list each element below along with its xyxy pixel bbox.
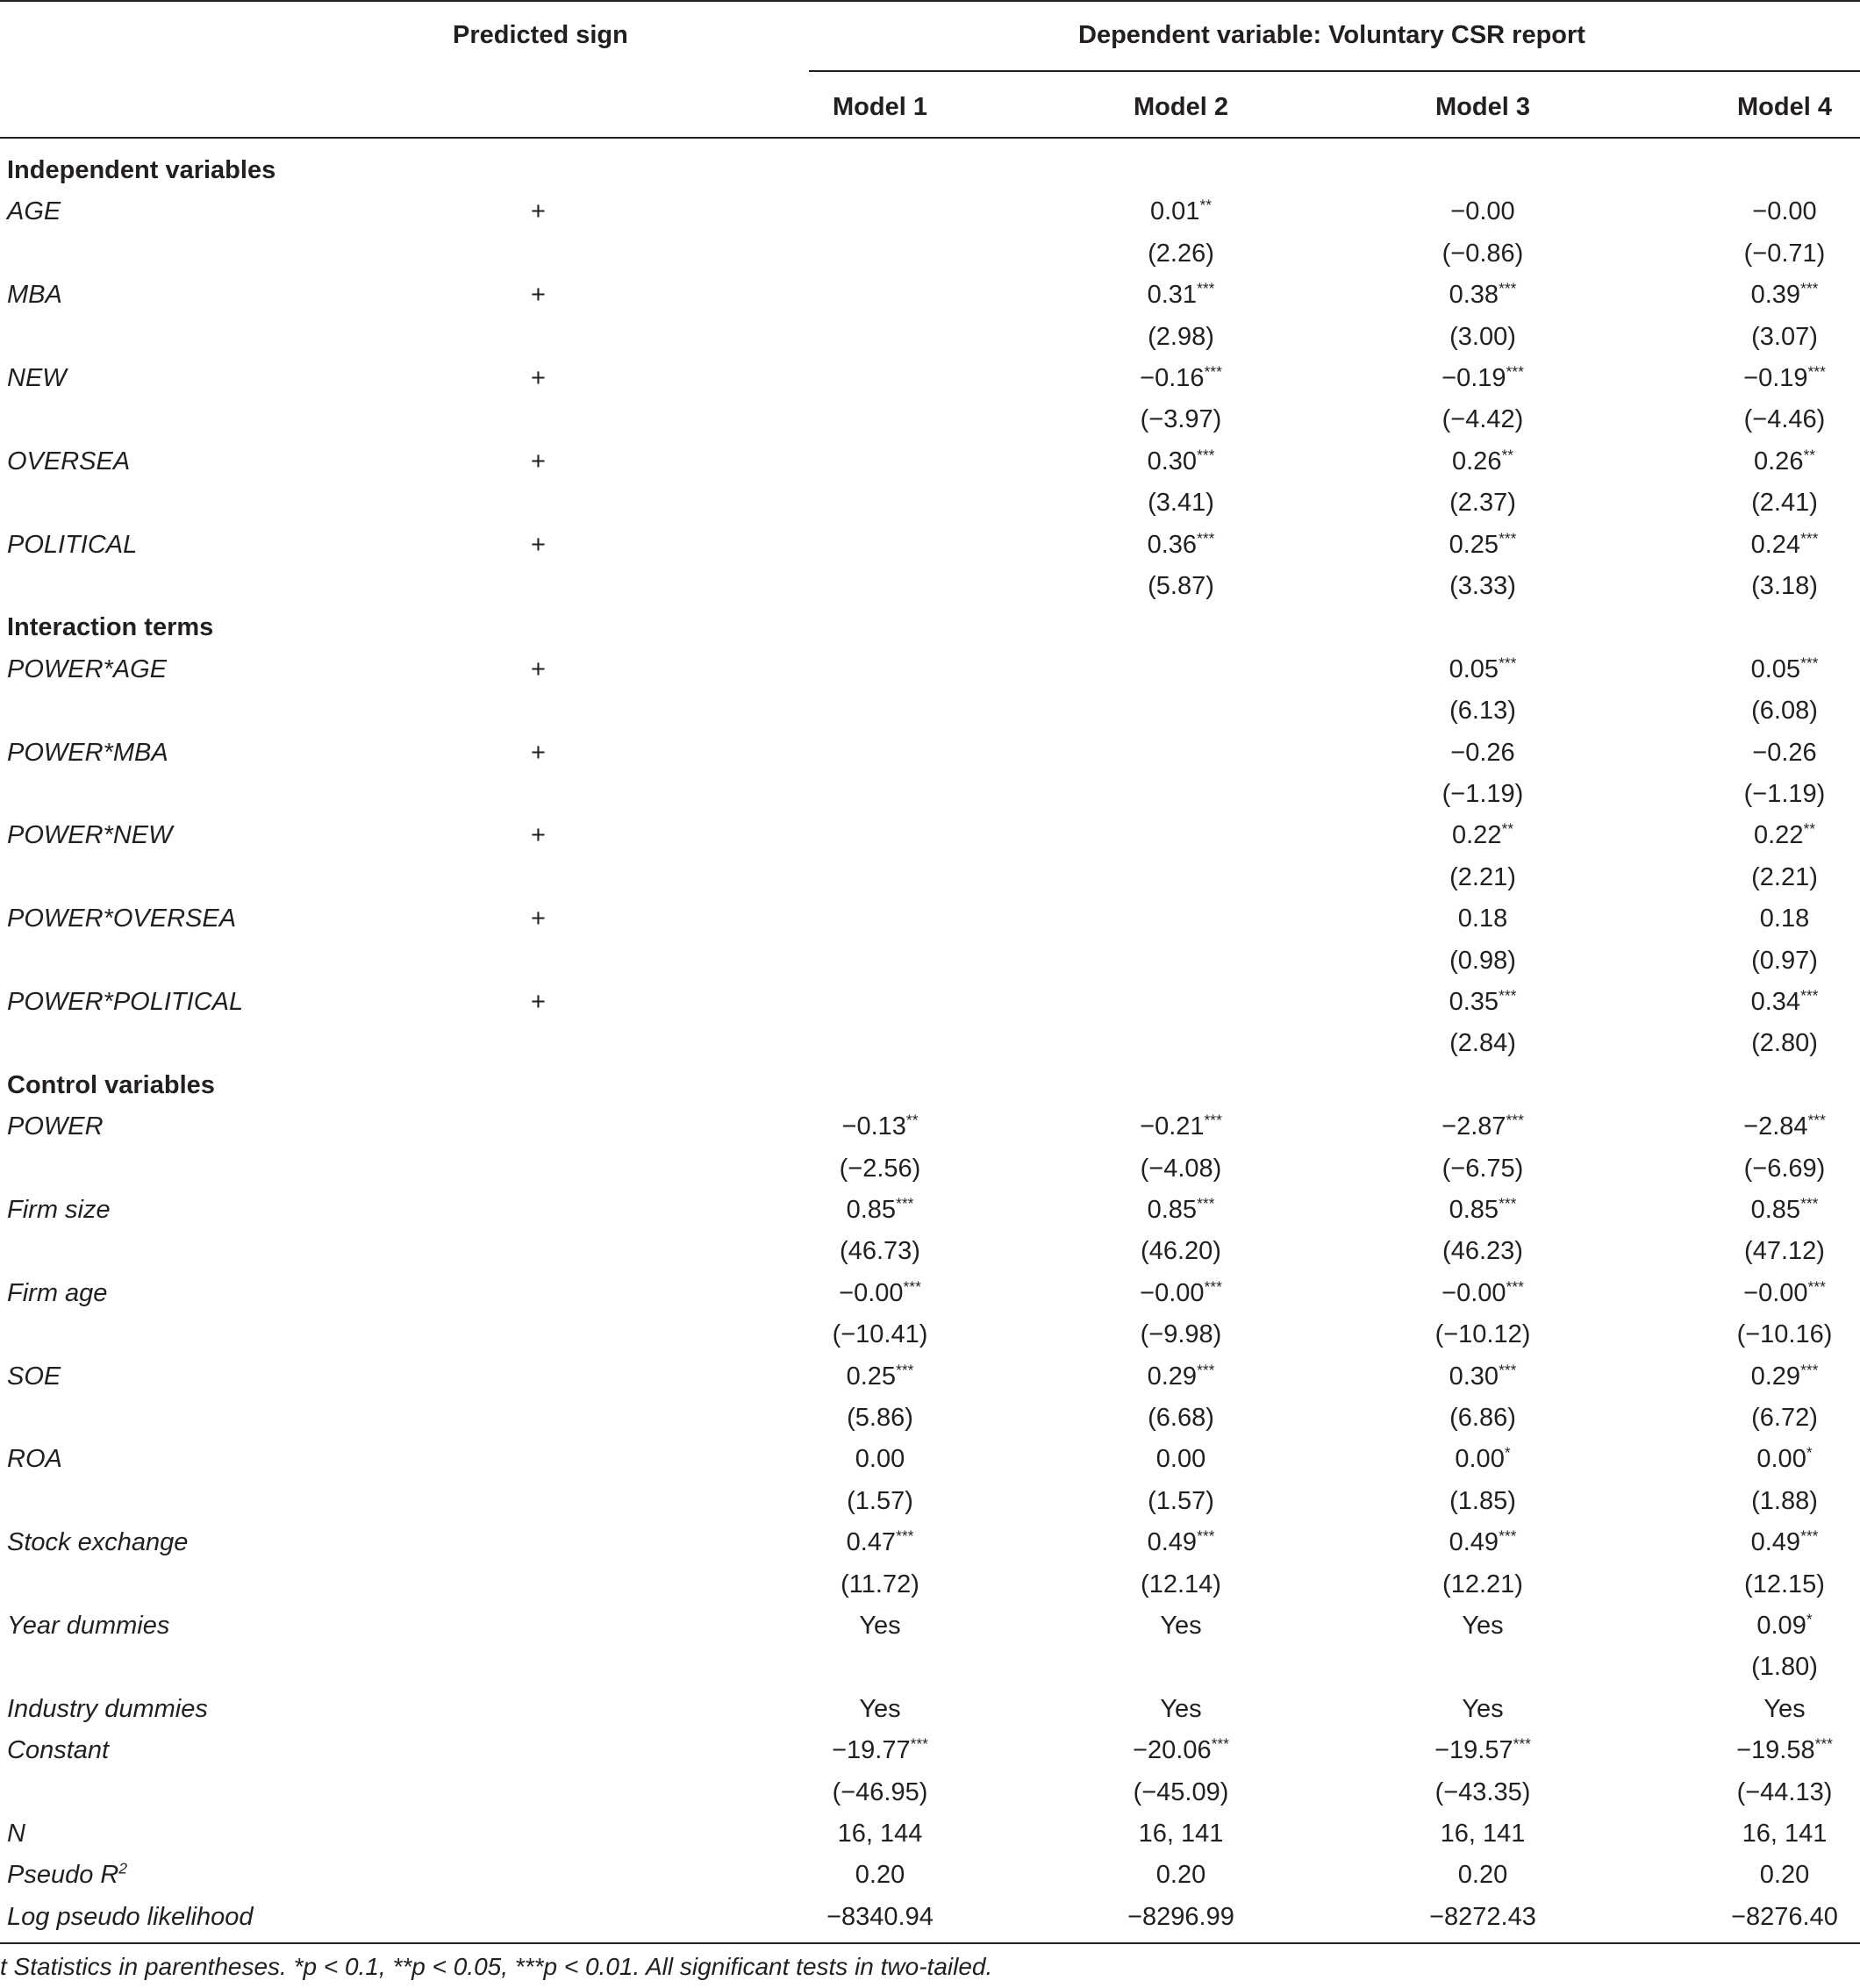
- row-label: NEW: [7, 364, 67, 392]
- model-2-cell: (2.26): [1148, 239, 1214, 268]
- model-4-cell: −0.00***: [1743, 1277, 1826, 1307]
- predicted-sign-cell: +: [531, 530, 546, 559]
- predicted-sign-cell: +: [531, 281, 546, 310]
- model-3-cell: 0.00*: [1455, 1443, 1511, 1474]
- model-4-cell: (3.07): [1751, 322, 1818, 351]
- table-row: [0, 1398, 1860, 1439]
- table-row: [0, 483, 1860, 524]
- model-2-cell: 0.00: [1155, 1445, 1206, 1474]
- model-2-cell: (−3.97): [1140, 405, 1222, 434]
- model-4-cell: −0.19***: [1743, 362, 1826, 392]
- table-row: [0, 317, 1860, 358]
- model-4-cell: (2.41): [1751, 489, 1818, 518]
- section-heading: Control variables: [7, 1070, 215, 1099]
- predicted-sign-cell: +: [531, 197, 546, 226]
- model-4-cell: 0.00*: [1756, 1443, 1813, 1474]
- model-1-cell: (5.86): [847, 1404, 913, 1432]
- model-2-cell: 16, 141: [1138, 1820, 1224, 1848]
- model-1-cell: (−10.41): [832, 1320, 928, 1349]
- model-2-cell: 0.30***: [1147, 446, 1215, 476]
- model-4-cell: (−1.19): [1743, 780, 1826, 808]
- section-row: [0, 1065, 1860, 1106]
- model-1-cell: −0.13**: [841, 1111, 919, 1141]
- model-4-cell: (−6.69): [1743, 1154, 1826, 1183]
- table-row: [0, 1855, 1860, 1896]
- model-2-cell: (−9.98): [1140, 1320, 1222, 1349]
- row-label: POWER*OVERSEA: [7, 905, 237, 933]
- model-4-cell: −19.58***: [1736, 1734, 1833, 1765]
- table-row: [0, 1106, 1860, 1148]
- model-3-cell: 0.30***: [1449, 1360, 1517, 1391]
- model-3-cell: −2.87***: [1442, 1111, 1524, 1141]
- model-3-cell: −0.00: [1450, 197, 1515, 226]
- model-3-cell: (0.98): [1449, 946, 1516, 975]
- model-3-cell: Yes: [1462, 1612, 1504, 1640]
- model-3-cell: 0.49***: [1449, 1527, 1517, 1557]
- model-3-cell: −0.26: [1450, 738, 1515, 767]
- model-4-cell: 0.49***: [1750, 1527, 1819, 1557]
- table-row: [0, 233, 1860, 275]
- model-3-cell: (1.85): [1449, 1486, 1516, 1515]
- model-4-cell: 0.24***: [1750, 528, 1819, 559]
- model-3-cell: 0.26**: [1452, 446, 1513, 476]
- model-1-header: Model 1: [833, 93, 927, 121]
- model-2-cell: (−45.09): [1133, 1777, 1229, 1806]
- table-row: [0, 191, 1860, 232]
- model-3-cell: Yes: [1462, 1694, 1504, 1723]
- table-row: [0, 1897, 1860, 1938]
- model-4-cell: (−4.46): [1743, 405, 1826, 434]
- model-2-cell: (46.20): [1141, 1237, 1221, 1266]
- predicted-sign-cell: +: [531, 738, 546, 767]
- table-row: [0, 358, 1860, 399]
- section-heading: Independent variables: [7, 156, 276, 184]
- model-3-cell: −8272.43: [1429, 1902, 1536, 1931]
- table-row: [0, 1647, 1860, 1688]
- row-label: SOE: [7, 1362, 61, 1391]
- model-3-cell: (3.00): [1449, 322, 1516, 351]
- row-label: Stock exchange: [7, 1528, 189, 1557]
- table-row: [0, 1605, 1860, 1647]
- model-3-cell: (2.21): [1449, 862, 1516, 891]
- model-1-cell: (−46.95): [832, 1777, 928, 1806]
- table-row: [0, 1023, 1860, 1064]
- model-3-cell: (−43.35): [1434, 1777, 1531, 1806]
- model-4-cell: (3.18): [1751, 572, 1818, 600]
- table-row: [0, 898, 1860, 940]
- model-4-cell: −2.84***: [1743, 1111, 1826, 1141]
- model-2-cell: −8296.99: [1127, 1902, 1234, 1931]
- model-4-header: Model 4: [1737, 93, 1832, 121]
- model-2-cell: 0.31***: [1147, 279, 1215, 310]
- table-row: [0, 1314, 1860, 1355]
- model-4-cell: 0.85***: [1750, 1194, 1819, 1224]
- table-bottom-rule: [0, 1942, 1860, 1944]
- model-4-cell: −0.26: [1752, 738, 1817, 767]
- model-1-cell: Yes: [859, 1694, 901, 1723]
- model-4-cell: (−0.71): [1743, 239, 1826, 268]
- model-2-cell: 0.01**: [1150, 196, 1212, 226]
- table-row: [0, 1689, 1860, 1730]
- section-heading: Interaction terms: [7, 613, 214, 642]
- model-4-cell: 0.20: [1759, 1861, 1810, 1890]
- row-label: POWER*POLITICAL: [7, 988, 244, 1016]
- table-row: [0, 690, 1860, 732]
- model-2-cell: −0.21***: [1140, 1111, 1222, 1141]
- row-label: N: [7, 1820, 25, 1848]
- table-row: [0, 441, 1860, 483]
- model-4-cell: (1.80): [1751, 1653, 1818, 1682]
- table-row: [0, 275, 1860, 316]
- table-row: [0, 1564, 1860, 1605]
- section-row: [0, 607, 1860, 648]
- model-3-cell: (3.33): [1449, 572, 1516, 600]
- model-4-cell: (2.21): [1751, 862, 1818, 891]
- model-3-cell: (−6.75): [1442, 1154, 1524, 1183]
- model-4-cell: 0.34***: [1750, 986, 1819, 1016]
- row-label: OVERSEA: [7, 447, 131, 476]
- row-label: MBA: [7, 281, 62, 310]
- model-3-cell: (12.21): [1442, 1570, 1523, 1598]
- model-1-cell: (46.73): [840, 1237, 920, 1266]
- model-1-cell: Yes: [859, 1612, 901, 1640]
- model-1-cell: −0.00***: [839, 1277, 921, 1307]
- model-4-cell: 16, 141: [1742, 1820, 1828, 1848]
- model-3-cell: (6.86): [1449, 1404, 1516, 1432]
- table-row: [0, 1522, 1860, 1563]
- model-3-cell: 0.22**: [1452, 819, 1513, 850]
- model-4-cell: −0.00: [1752, 197, 1817, 226]
- model-1-cell: (11.72): [841, 1570, 919, 1598]
- row-label: POWER*MBA: [7, 738, 168, 767]
- model-4-cell: (−44.13): [1736, 1777, 1833, 1806]
- model-2-cell: (−4.08): [1140, 1154, 1222, 1183]
- top-rule: [0, 0, 1860, 2]
- model-3-cell: (−0.86): [1442, 239, 1524, 268]
- model-1-cell: 0.25***: [846, 1360, 914, 1391]
- table-row: [0, 1356, 1860, 1398]
- model-3-cell: (−10.12): [1434, 1320, 1531, 1349]
- table-footnote: t Statistics in parentheses. *p < 0.1, **p < 0.05, ***p < 0.01. All significant tests in two-tailed.: [0, 1953, 993, 1980]
- model-2-cell: 0.49***: [1147, 1527, 1215, 1557]
- row-label: POLITICAL: [7, 530, 138, 559]
- table-row: [0, 815, 1860, 856]
- table-row: [0, 525, 1860, 566]
- model-4-cell: (6.08): [1751, 697, 1818, 726]
- table-row: [0, 649, 1860, 690]
- predicted-sign-cell: +: [531, 364, 546, 392]
- table-row: [0, 1730, 1860, 1771]
- table-row: [0, 1231, 1860, 1272]
- row-label: Firm size: [7, 1196, 111, 1224]
- section-row: [0, 150, 1860, 191]
- model-2-cell: (1.57): [1148, 1486, 1214, 1515]
- model-2-cell: (6.68): [1148, 1404, 1214, 1432]
- model-4-cell: 0.26**: [1754, 446, 1815, 476]
- model-3-cell: 16, 141: [1440, 1820, 1526, 1848]
- table-row: [0, 1190, 1860, 1231]
- dependent-variable-rule: [809, 70, 1860, 72]
- table-row: [0, 1273, 1860, 1314]
- model-3-cell: 0.85***: [1449, 1194, 1517, 1224]
- row-label: Year dummies: [7, 1612, 170, 1640]
- model-3-cell: 0.18: [1457, 905, 1508, 933]
- model-2-cell: 0.36***: [1147, 528, 1215, 559]
- model-4-cell: (47.12): [1744, 1237, 1825, 1266]
- model-1-cell: −19.77***: [832, 1734, 928, 1765]
- row-label: POWER: [7, 1112, 104, 1141]
- model-2-cell: −20.06***: [1133, 1734, 1229, 1765]
- table-row: [0, 1439, 1860, 1480]
- predicted-sign-cell: +: [531, 654, 546, 683]
- model-2-cell: 0.85***: [1147, 1194, 1215, 1224]
- model-4-cell: 0.18: [1759, 905, 1810, 933]
- model-1-cell: 0.85***: [846, 1194, 914, 1224]
- table-row: [0, 566, 1860, 607]
- table-row: [0, 1772, 1860, 1813]
- model-4-cell: (6.72): [1751, 1404, 1818, 1432]
- model-2-cell: (12.14): [1141, 1570, 1221, 1598]
- model-2-cell: Yes: [1160, 1694, 1202, 1723]
- model-4-cell: 0.39***: [1750, 279, 1819, 310]
- model-4-cell: Yes: [1763, 1694, 1806, 1723]
- table-row: [0, 940, 1860, 982]
- row-label: AGE: [7, 197, 61, 226]
- model-4-cell: 0.22**: [1754, 819, 1815, 850]
- model-2-cell: −0.00***: [1140, 1277, 1222, 1307]
- model-2-cell: −0.16***: [1140, 362, 1222, 392]
- table-row: [0, 1148, 1860, 1190]
- model-4-cell: 0.29***: [1750, 1360, 1819, 1391]
- model-3-cell: −19.57***: [1434, 1734, 1531, 1765]
- predicted-sign-cell: +: [531, 821, 546, 850]
- table-row: [0, 982, 1860, 1023]
- row-label: POWER*AGE: [7, 654, 168, 683]
- model-1-cell: 0.20: [855, 1861, 905, 1890]
- model-3-cell: 0.05***: [1449, 654, 1517, 683]
- model-3-header: Model 3: [1435, 93, 1530, 121]
- table-row: [0, 733, 1860, 774]
- model-1-cell: 0.00: [855, 1445, 905, 1474]
- model-3-cell: (6.13): [1449, 697, 1516, 726]
- dependent-variable-header: Dependent variable: Voluntary CSR report: [1078, 21, 1585, 49]
- table-row: [0, 1481, 1860, 1522]
- table-row: [0, 399, 1860, 440]
- model-3-cell: 0.25***: [1449, 528, 1517, 559]
- model-4-cell: 0.05***: [1750, 654, 1819, 683]
- model-3-cell: 0.35***: [1449, 986, 1517, 1016]
- model-4-cell: (0.97): [1751, 946, 1818, 975]
- model-1-cell: −8340.94: [826, 1902, 934, 1931]
- model-2-cell: (5.87): [1148, 572, 1214, 600]
- model-2-cell: (3.41): [1148, 489, 1214, 518]
- predicted-sign-cell: +: [531, 447, 546, 476]
- model-2-cell: 0.29***: [1147, 1360, 1215, 1391]
- model-3-cell: (46.23): [1442, 1237, 1523, 1266]
- table-row: [0, 774, 1860, 815]
- header-bottom-rule: [0, 137, 1860, 139]
- predicted-sign-cell: +: [531, 905, 546, 933]
- row-label: Constant: [7, 1736, 110, 1765]
- model-3-cell: (2.37): [1449, 489, 1516, 518]
- row-label: Industry dummies: [7, 1694, 208, 1723]
- model-1-cell: (−2.56): [839, 1154, 921, 1183]
- model-2-cell: 0.20: [1155, 1861, 1206, 1890]
- model-1-cell: 0.47***: [846, 1527, 914, 1557]
- model-4-cell: 0.09*: [1756, 1610, 1813, 1640]
- model-4-cell: (12.15): [1744, 1570, 1825, 1598]
- model-2-cell: (2.98): [1148, 322, 1214, 351]
- row-label: ROA: [7, 1445, 62, 1474]
- model-3-cell: −0.19***: [1442, 362, 1524, 392]
- model-3-cell: −0.00***: [1442, 1277, 1524, 1307]
- model-3-cell: (−4.42): [1442, 405, 1524, 434]
- row-label: Log pseudo likelihood: [7, 1902, 254, 1931]
- row-label: Pseudo $R^2$: [7, 1859, 128, 1890]
- model-3-cell: 0.38***: [1449, 279, 1517, 310]
- model-4-cell: (2.80): [1751, 1029, 1818, 1058]
- model-4-cell: −8276.40: [1731, 1902, 1838, 1931]
- model-2-header: Model 2: [1134, 93, 1228, 121]
- row-label: Firm age: [7, 1278, 108, 1307]
- model-2-cell: Yes: [1160, 1612, 1202, 1640]
- model-4-cell: (1.88): [1751, 1486, 1818, 1515]
- table-row: [0, 1813, 1860, 1855]
- model-4-cell: (−10.16): [1736, 1320, 1833, 1349]
- predicted-sign-header: Predicted sign: [453, 21, 628, 49]
- model-1-cell: 16, 144: [837, 1820, 923, 1848]
- model-3-cell: 0.20: [1457, 1861, 1508, 1890]
- model-1-cell: (1.57): [847, 1486, 913, 1515]
- model-3-cell: (2.84): [1449, 1029, 1516, 1058]
- table-row: [0, 857, 1860, 898]
- model-3-cell: (−1.19): [1442, 780, 1524, 808]
- predicted-sign-cell: +: [531, 988, 546, 1016]
- row-label: POWER*NEW: [7, 821, 173, 850]
